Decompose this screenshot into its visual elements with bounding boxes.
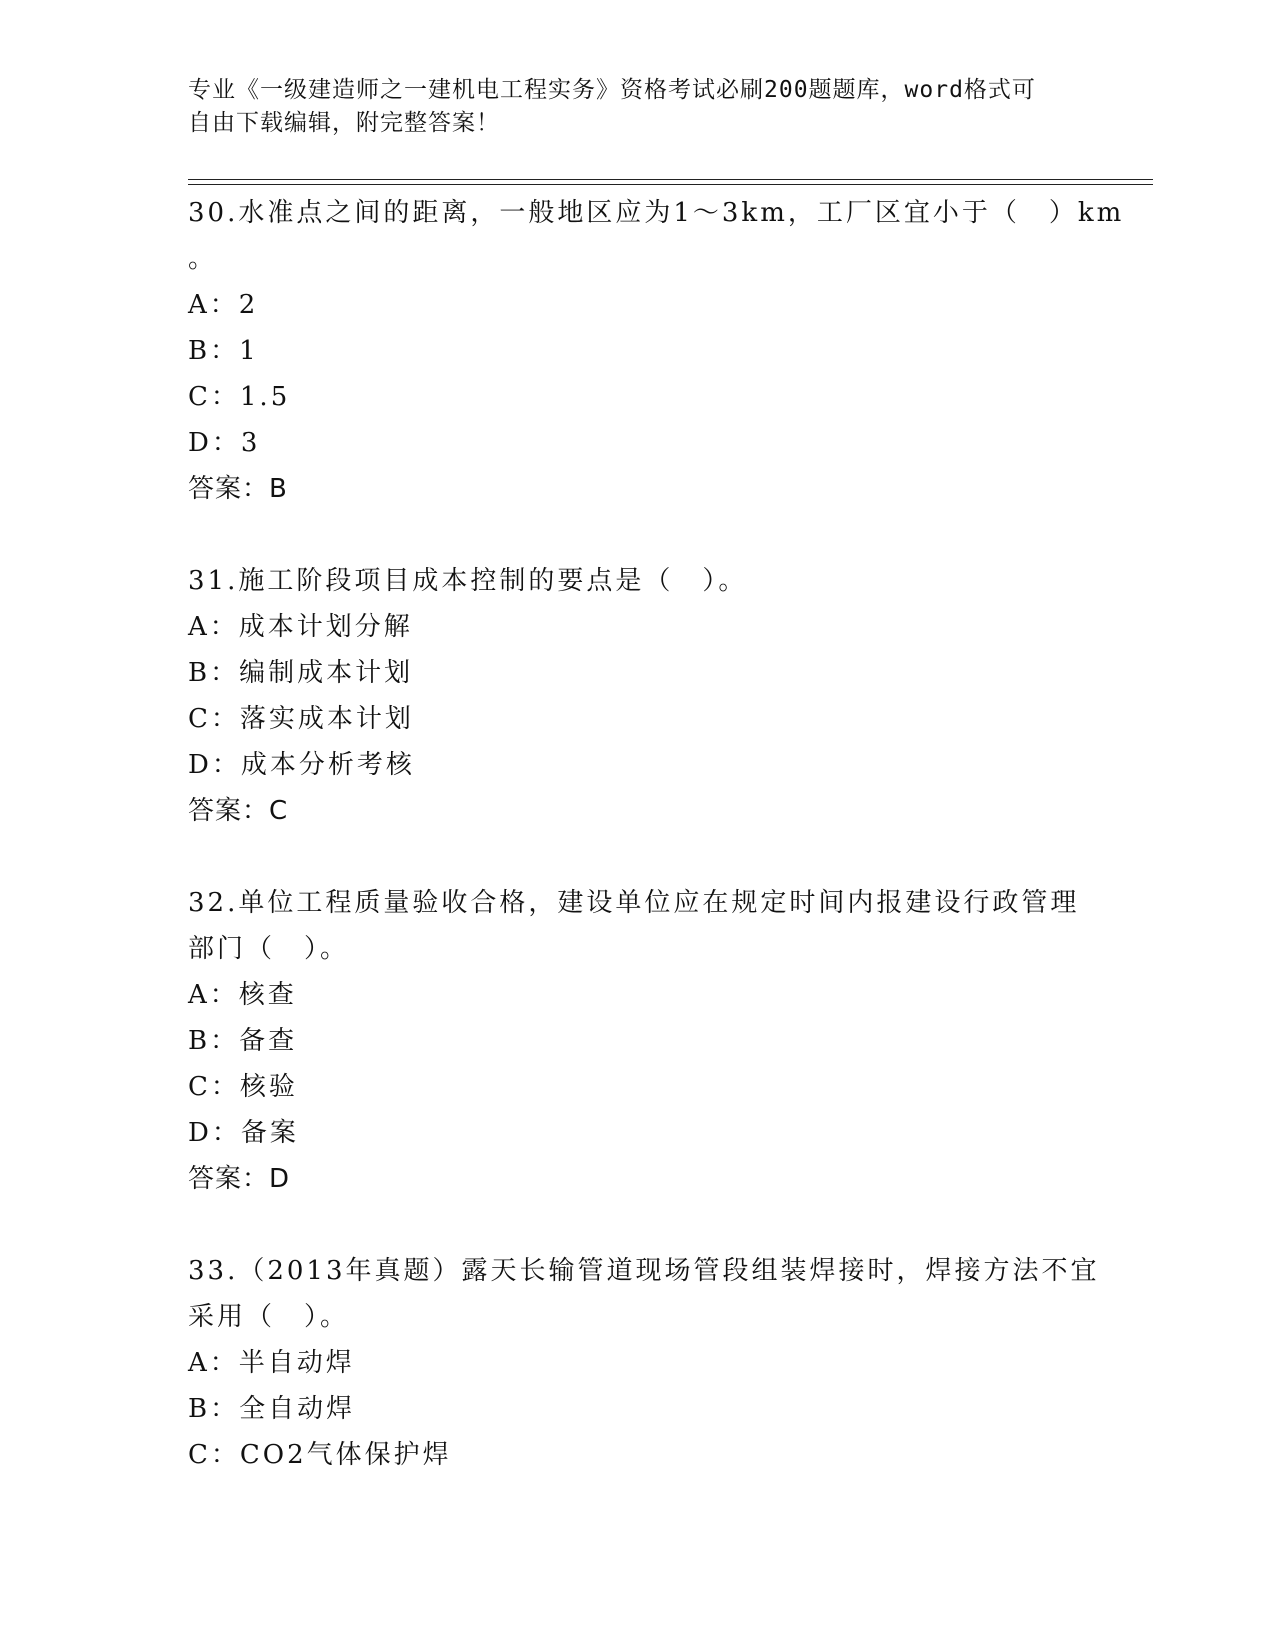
option-d: D：备案 [188,1118,299,1148]
question-stem: 。 [188,244,218,274]
document-header [188,74,1088,140]
option-b: B：全自动焊 [188,1394,356,1424]
option-a: A：2 [188,290,259,320]
option-b: B：备查 [188,1026,298,1056]
option-c: C：1.5 [188,382,291,412]
option-c: C：落实成本计划 [188,704,414,734]
question-stem: 31.施工阶段项目成本控制的要点是（ ）。 [188,566,748,596]
question-stem: 30.水准点之间的距离，一般地区应为1～3km，工厂区宜小于（ ）km [188,198,1125,228]
question-stem: 33.（2013年真题）露天长输管道现场管段组装焊接时，焊接方法不宜 [188,1256,1100,1286]
answer: 答案：C [188,796,289,826]
question-31 [188,558,1118,834]
option-c: C：CO2气体保护焊 [188,1440,452,1470]
option-a: A：核查 [188,980,297,1010]
option-d: D：成本分析考核 [188,750,415,780]
header-line-1: 专业《一级建造师之一建机电工程实务》资格考试必刷200题题库，word格式可 [188,77,1036,103]
header-line-2: 自由下载编辑，附完整答案！ [188,110,500,136]
option-b: B：编制成本计划 [188,658,414,688]
question-stem: 32.单位工程质量验收合格，建设单位应在规定时间内报建设行政管理 [188,888,1080,918]
answer: 答案：B [188,474,288,504]
option-a: A：成本计划分解 [188,612,413,642]
option-a: A：半自动焊 [188,1348,355,1378]
header-divider-bottom [188,184,1153,185]
option-b: B：1 [188,336,259,366]
question-33 [188,1248,1118,1478]
question-stem: 部门（ ）。 [188,934,350,964]
answer: 答案：D [188,1164,291,1194]
option-d: D：3 [188,428,261,458]
question-30 [188,190,1125,512]
header-divider-top [188,179,1153,180]
option-c: C：核验 [188,1072,298,1102]
question-list [188,190,1125,1524]
question-stem: 采用（ ）。 [188,1302,350,1332]
question-32 [188,880,1118,1202]
